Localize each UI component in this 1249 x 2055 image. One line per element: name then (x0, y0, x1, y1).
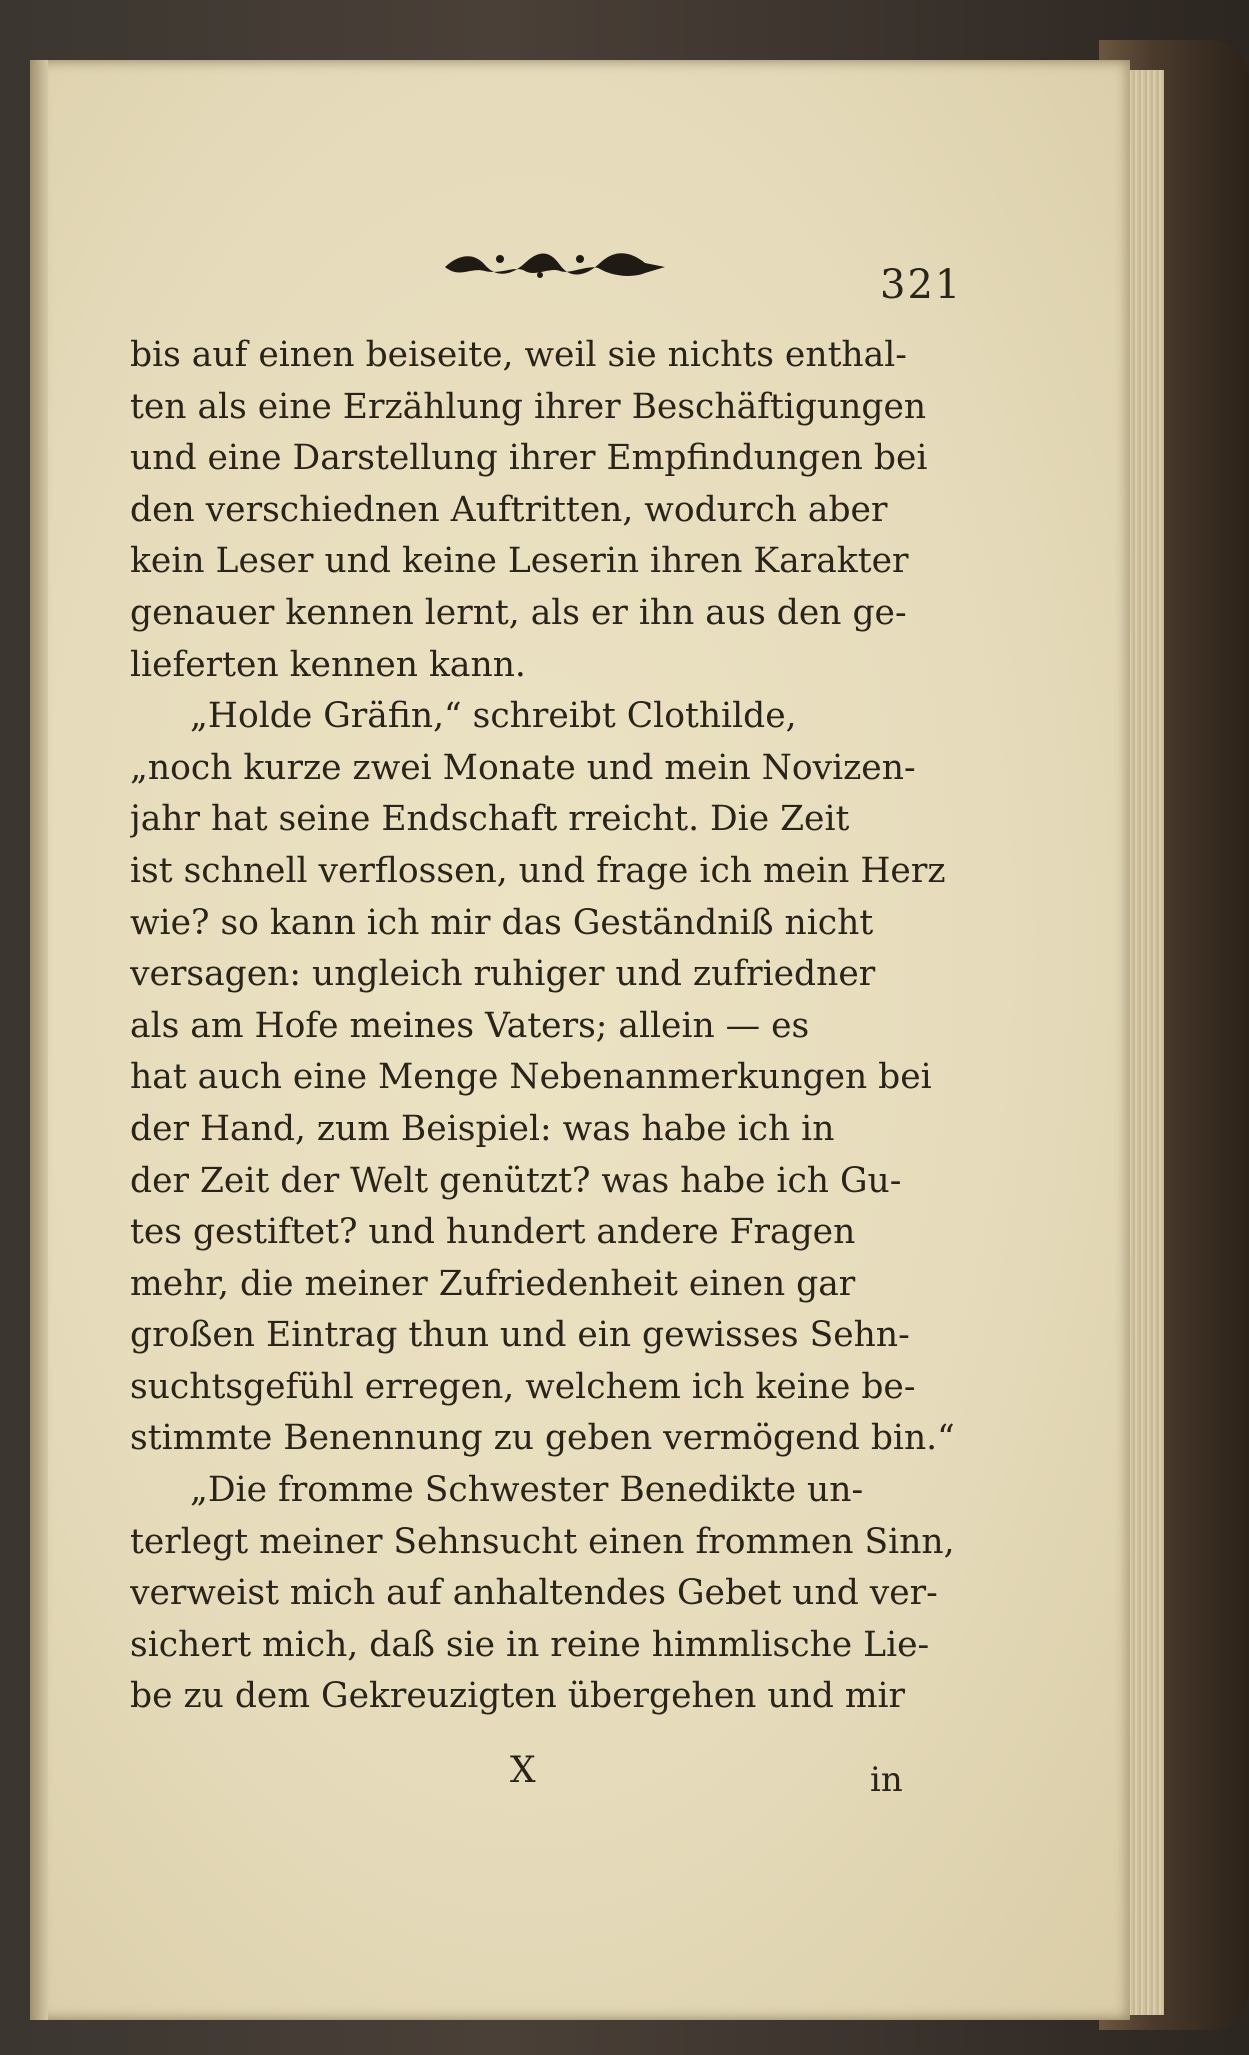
text-line: be zu dem Gekreuzigten übergehen und mir (130, 1676, 906, 1717)
header-ornament (440, 245, 670, 285)
text-line: genauer kennen lernt, als er ihn aus den ge- (130, 592, 907, 633)
text-line: den verschiednen Auftritten, wodurch aber (130, 489, 888, 530)
text-line: jahr hat seine Endschaft rreicht. Die Zeit (130, 799, 850, 840)
text-line: „Die fromme Schwester Benedikte un- (190, 1470, 864, 1511)
text-line: der Zeit der Welt genützt? was habe ich Gu- (130, 1160, 902, 1201)
page-number: 321 (880, 262, 963, 308)
text-line: bis auf einen beiseite, weil sie nichts enthal- (130, 335, 907, 375)
text-line: und eine Darstellung ihrer Empfindungen bei (130, 438, 928, 479)
page-text (130, 330, 960, 1723)
text-line: verweist mich auf anhaltendes Gebet und ver- (130, 1573, 938, 1614)
text-line: mehr, die meiner Zufriedenheit einen gar (130, 1263, 856, 1304)
text-line: suchtsgefühl erregen, welchem ich keine be- (130, 1366, 916, 1407)
text-line: als am Hofe meines Vaters; allein — es (130, 1005, 810, 1046)
text-line: hat auch eine Menge Nebenanmerkungen bei (130, 1057, 932, 1098)
text-line: versagen: ungleich ruhiger und zufriedner (130, 954, 876, 995)
text-line: lieferten kennen kann. (130, 644, 526, 685)
text-line: wie? so kann ich mir das Geständniß nicht (130, 902, 874, 943)
text-line: „Holde Gräfin,“ schreibt Clothilde, (190, 696, 797, 737)
text-line: ten als eine Erzählung ihrer Beschäftigungen (130, 386, 927, 427)
text-line: stimmte Benennung zu geben vermögend bin.“ (130, 1418, 955, 1459)
text-line: „noch kurze zwei Monate und mein Novizen- (130, 747, 916, 788)
catchword: in (870, 1760, 903, 1800)
page-gutter (30, 60, 48, 2020)
text-line: ist schnell verflossen, und frage ich mein Herz (130, 850, 946, 891)
signature-mark: X (510, 1750, 536, 1791)
text-line: der Hand, zum Beispiel: was habe ich in (130, 1108, 835, 1149)
text-line: tes gestiftet? und hundert andere Fragen (130, 1212, 856, 1253)
text-line: kein Leser und keine Leserin ihren Karakter (130, 541, 909, 582)
text-line: sichert mich, daß sie in reine himmlische Lie- (130, 1624, 930, 1665)
text-line: terlegt meiner Sehnsucht einen frommen Sinn, (130, 1521, 955, 1562)
text-line: großen Eintrag thun und ein gewisses Sehn- (130, 1315, 910, 1356)
